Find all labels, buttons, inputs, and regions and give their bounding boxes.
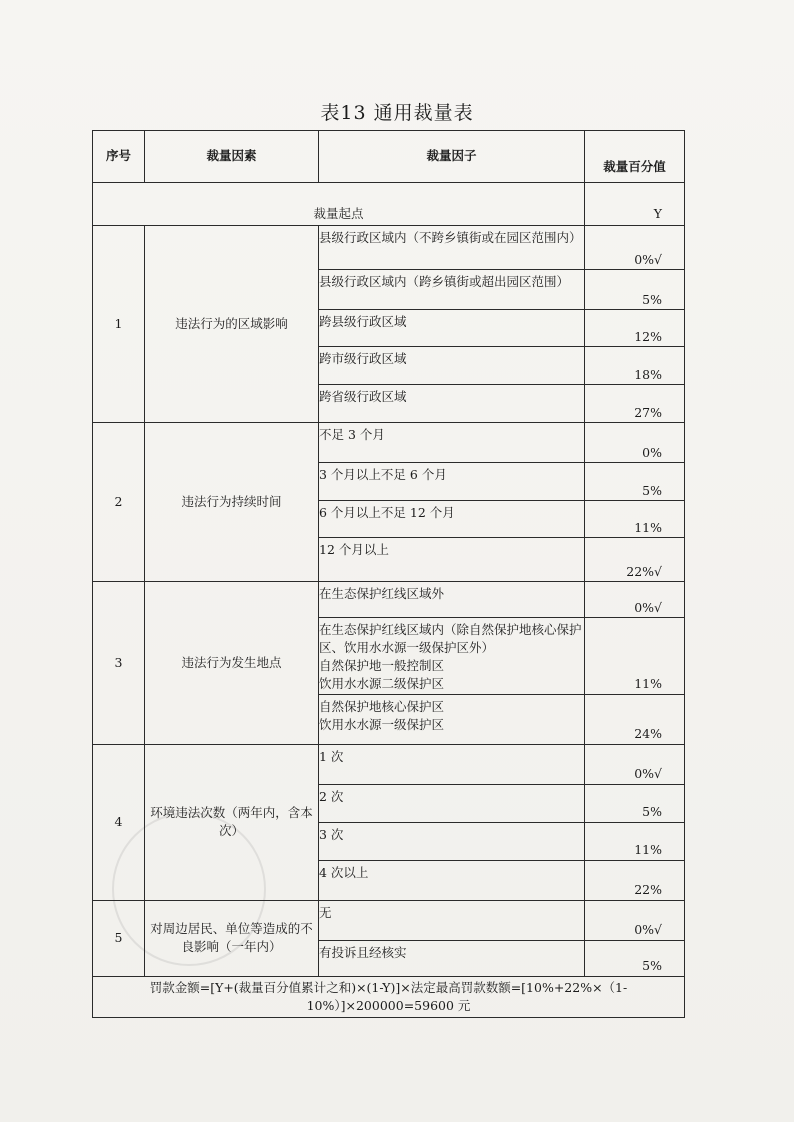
discretion-factor: 环境违法次数（两年内，含本次） (145, 744, 319, 900)
percentage-value: 12% (585, 310, 685, 347)
discretion-item: 2 次 (319, 784, 585, 822)
start-value: Y (585, 183, 685, 226)
discretion-item: 12 个月以上 (319, 538, 585, 582)
table-row (93, 423, 685, 463)
percentage-value: 24% (585, 694, 685, 744)
discretion-factor: 对周边居民、单位等造成的不良影响（一年内） (145, 900, 319, 976)
percentage-value: 5% (585, 784, 685, 822)
table-row (93, 582, 685, 618)
discretion-table (92, 130, 685, 1018)
row-number: 2 (93, 423, 145, 582)
percentage-value: 0%√ (585, 226, 685, 270)
discretion-item: 有投诉且经核实 (319, 940, 585, 976)
discretion-item: 县级行政区域内（跨乡镇街或超出园区范围） (319, 270, 585, 310)
row-number: 5 (93, 900, 145, 976)
percentage-value: 11% (585, 618, 685, 695)
discretion-item: 3 次 (319, 822, 585, 860)
header-row (93, 131, 685, 183)
fine-formula: 罚款金额=[Y+(裁量百分值累计之和)×(1-Y)]×法定最高罚款数额=[10%+22%×（1-10%）]×200000=59600 元 (93, 976, 685, 1017)
discretion-item: 1 次 (319, 744, 585, 784)
discretion-item: 4 次以上 (319, 860, 585, 900)
header-factor: 裁量因素 (145, 131, 319, 183)
discretion-item: 县级行政区域内（不跨乡镇街或在园区范围内） (319, 226, 585, 270)
table-title: 表13 通用裁量表 (320, 102, 474, 124)
discretion-factor: 违法行为的区域影响 (145, 226, 319, 423)
percentage-value: 5% (585, 463, 685, 501)
percentage-value: 11% (585, 822, 685, 860)
discretion-item: 无 (319, 900, 585, 940)
discretion-item: 跨省级行政区域 (319, 385, 585, 423)
discretion-factor: 违法行为持续时间 (145, 423, 319, 582)
discretion-item: 不足 3 个月 (319, 423, 585, 463)
percentage-value: 0%√ (585, 582, 685, 618)
table-row (93, 744, 685, 784)
percentage-value: 11% (585, 501, 685, 538)
table-row (93, 900, 685, 940)
header-item: 裁量因子 (319, 131, 585, 183)
percentage-value: 5% (585, 270, 685, 310)
percentage-value: 0%√ (585, 744, 685, 784)
header-no: 序号 (93, 131, 145, 183)
discretion-item: 自然保护地核心保护区 饮用水水源一级保护区 (319, 694, 585, 744)
table-row (93, 226, 685, 270)
discretion-item: 跨市级行政区域 (319, 347, 585, 385)
formula-row (93, 976, 685, 1017)
row-number: 3 (93, 582, 145, 745)
start-row (93, 183, 685, 226)
discretion-item: 6 个月以上不足 12 个月 (319, 501, 585, 538)
percentage-value: 18% (585, 347, 685, 385)
discretion-factor: 违法行为发生地点 (145, 582, 319, 745)
percentage-value: 5% (585, 940, 685, 976)
row-number: 1 (93, 226, 145, 423)
percentage-value: 22%√ (585, 538, 685, 582)
percentage-value: 0%√ (585, 900, 685, 940)
discretion-item: 跨县级行政区域 (319, 310, 585, 347)
percentage-value: 27% (585, 385, 685, 423)
discretion-item: 在生态保护红线区域外 (319, 582, 585, 618)
percentage-value: 0% (585, 423, 685, 463)
percentage-value: 22% (585, 860, 685, 900)
header-pct: 裁量百分值 (585, 131, 685, 183)
discretion-item: 3 个月以上不足 6 个月 (319, 463, 585, 501)
discretion-item: 在生态保护红线区域内（除自然保护地核心保护区、饮用水水源一级保护区外） 自然保护地一般控制区 饮用水水源二级保护区 (319, 618, 585, 695)
row-number: 4 (93, 744, 145, 900)
start-label: 裁量起点 (93, 183, 585, 226)
